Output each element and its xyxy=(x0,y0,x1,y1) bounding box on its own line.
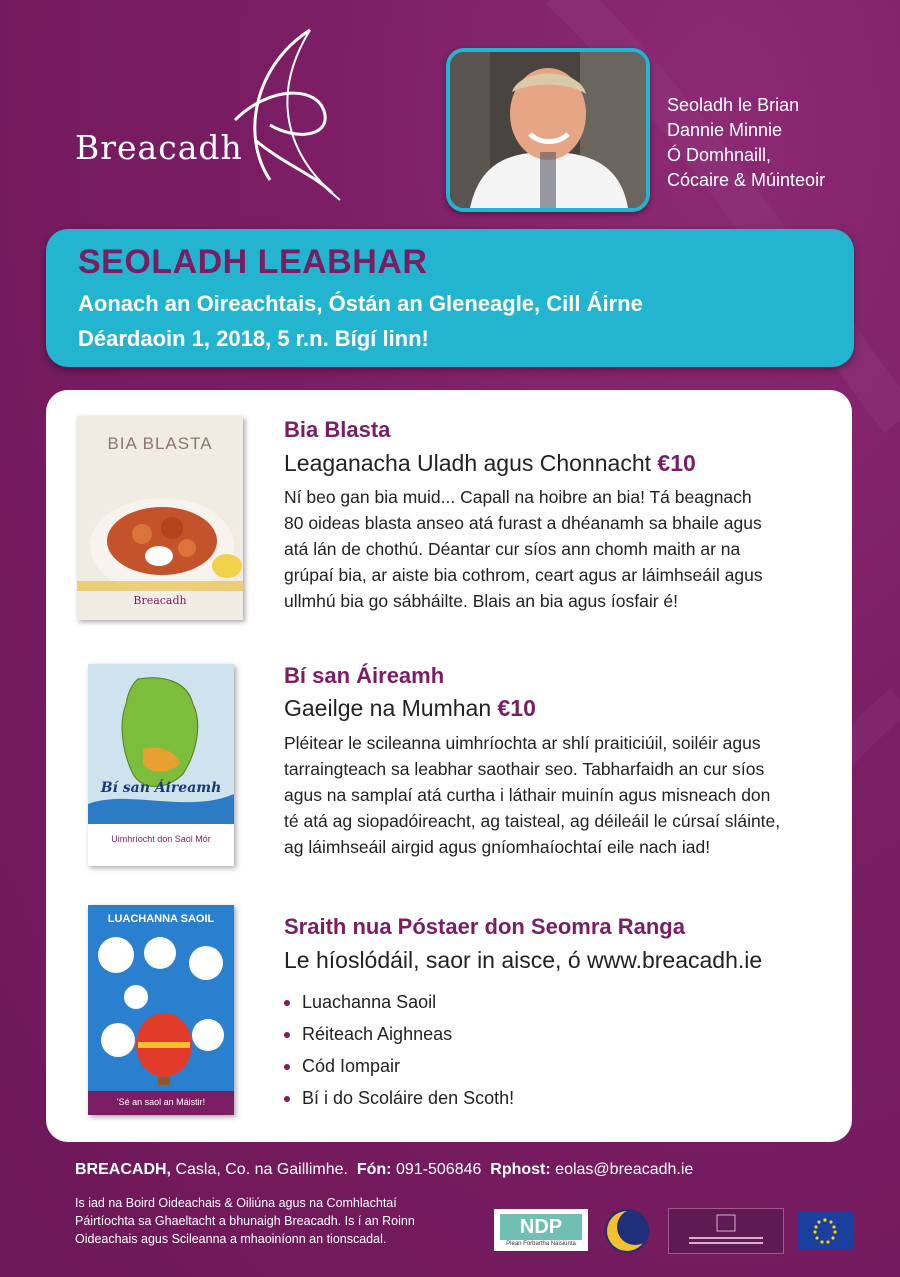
note-line: Oideachais agus Scileanna a mhaoiníonn an tionscadal. xyxy=(75,1232,387,1246)
contact-line xyxy=(75,1161,693,1179)
poster-title: LUACHANNA SAOIL xyxy=(107,913,215,925)
ndp-logo xyxy=(494,1209,588,1251)
caption-line: Seoladh le Brian xyxy=(667,95,800,115)
book-dialect: Leaganacha Uladh agus Chonnacht xyxy=(284,450,652,476)
bi-san-aireamh-cover xyxy=(88,664,234,866)
ndp-subtitle: Plean Forbartha Náisiúnta xyxy=(506,1241,576,1247)
note-line: Páirtíochta sa Ghaeltacht a bhunaigh Breacadh. Is í an Roinn xyxy=(75,1214,415,1228)
food-photo xyxy=(77,416,243,620)
list-item-label: Luachanna Saoil xyxy=(302,992,437,1012)
email-label: Rphost: xyxy=(490,1161,551,1178)
description-line: ullmhú bia go sábháilte. Blais an bia agus íosfair é! xyxy=(284,591,678,611)
list-item-label: Réiteach Aighneas xyxy=(302,1024,453,1044)
description-line: Pléitear le scileanna uimhríochta ar shlí praiticiúil, soiléir agus xyxy=(284,733,761,753)
bullet-icon xyxy=(284,1000,290,1006)
email-address: eolas@breacadh.ie xyxy=(555,1161,694,1178)
book-price: €10 xyxy=(657,450,696,476)
caption-line: Cócaire & Múinteoir xyxy=(667,170,826,190)
cover-subtitle: Uimhríocht don Saol Mór xyxy=(111,834,211,844)
bullet-icon xyxy=(284,1064,290,1070)
description-line: grúpaí bia, ar aiste bia cothrom, ceart agus ar láimhseáil agus xyxy=(284,565,763,585)
description-line: ag láimhseáil airgid agus gníomhaíochtaí eile nach iad! xyxy=(284,837,711,857)
book-subtitle xyxy=(284,450,696,477)
description-line: tarraingteach sa leabhar saothair seo. Tabharfaidh an cur síos xyxy=(284,759,765,779)
list-item xyxy=(284,986,514,1018)
luachanna-saoil-poster xyxy=(88,905,234,1115)
description-line: Ní beo gan bia muid... Capall na hoibre an bia! Tá beagnach xyxy=(284,487,752,507)
org-address: Casla, Co. na Gaillimhe. xyxy=(175,1161,348,1178)
cover-title: BIA BLASTA xyxy=(107,434,213,453)
phone-number: 091-506846 xyxy=(395,1161,482,1178)
eu-flag-icon xyxy=(797,1212,853,1250)
banner-date: Déardaoin 1, 2018, 5 r.n. Bígí linn! xyxy=(78,326,429,351)
poster-list xyxy=(284,986,514,1114)
balloons-art xyxy=(88,905,234,1115)
book-description xyxy=(284,730,844,860)
caption-line: Ó Domhnaill, xyxy=(667,145,772,165)
banner-title: SEOLADH LEABHAR xyxy=(78,243,428,281)
book-title: Bí san Áireamh xyxy=(284,663,445,688)
phone-label: Fón: xyxy=(356,1161,392,1178)
caption-line: Dannie Minnie xyxy=(667,120,783,140)
book-subtitle: Le híoslódáil, saor in aisce, ó www.breacadh.ie xyxy=(284,947,763,973)
moon-logo xyxy=(605,1209,649,1253)
ndp-mark: NDP xyxy=(500,1214,582,1240)
launch-banner xyxy=(46,229,854,367)
note-line: Is iad na Boird Oideachais & Oiliúna agus na Comhlachtaí xyxy=(75,1196,397,1210)
description-line: té atá ag siopadóireacht, ag taisteal, ag déileáil le cúrsaí sláinte, xyxy=(284,811,781,831)
book-description xyxy=(284,484,844,614)
list-item xyxy=(284,1050,514,1082)
description-line: agus na samplaí atá curtha i láthair muinín agus misneach don xyxy=(284,785,771,805)
description-line: atá lán de chothú. Déantar cur síos ann chomh maith ar na xyxy=(284,539,741,559)
book-price: €10 xyxy=(497,695,536,721)
brand-wordmark: Breacadh xyxy=(75,128,243,167)
department-crest-logo xyxy=(668,1208,784,1254)
list-item-label: Cód Iompair xyxy=(302,1056,401,1076)
bullet-icon xyxy=(284,1096,290,1102)
poster-footer: 'Sé an saol an Máistir! xyxy=(116,1097,206,1107)
banner-venue: Aonach an Oireachtais, Óstán an Gleneagle, Cill Áirne xyxy=(78,291,643,316)
funding-note xyxy=(75,1194,475,1248)
breacadh-logo xyxy=(70,25,360,210)
org-name: BREACADH, xyxy=(75,1161,171,1178)
bullet-icon xyxy=(284,1032,290,1038)
cover-publisher: Breacadh xyxy=(133,594,187,607)
books-card xyxy=(46,390,852,1142)
list-item xyxy=(284,1082,514,1114)
list-item xyxy=(284,1018,514,1050)
speaker-caption xyxy=(667,93,887,193)
list-item-label: Bí i do Scoláire den Scoth! xyxy=(302,1088,515,1108)
speaker-photo xyxy=(446,48,650,212)
bia-blasta-cover xyxy=(77,416,243,620)
book-subtitle xyxy=(284,695,536,722)
book-dialect: Gaeilge na Mumhan xyxy=(284,695,492,721)
description-line: 80 oideas blasta anseo atá furast a dhéanamh sa bhaile agus xyxy=(284,513,762,533)
book-title: Sraith nua Póstaer don Seomra Ranga xyxy=(284,914,685,939)
cover-title: Bí san Áireamh xyxy=(100,780,222,796)
book-title: Bia Blasta xyxy=(284,417,391,442)
